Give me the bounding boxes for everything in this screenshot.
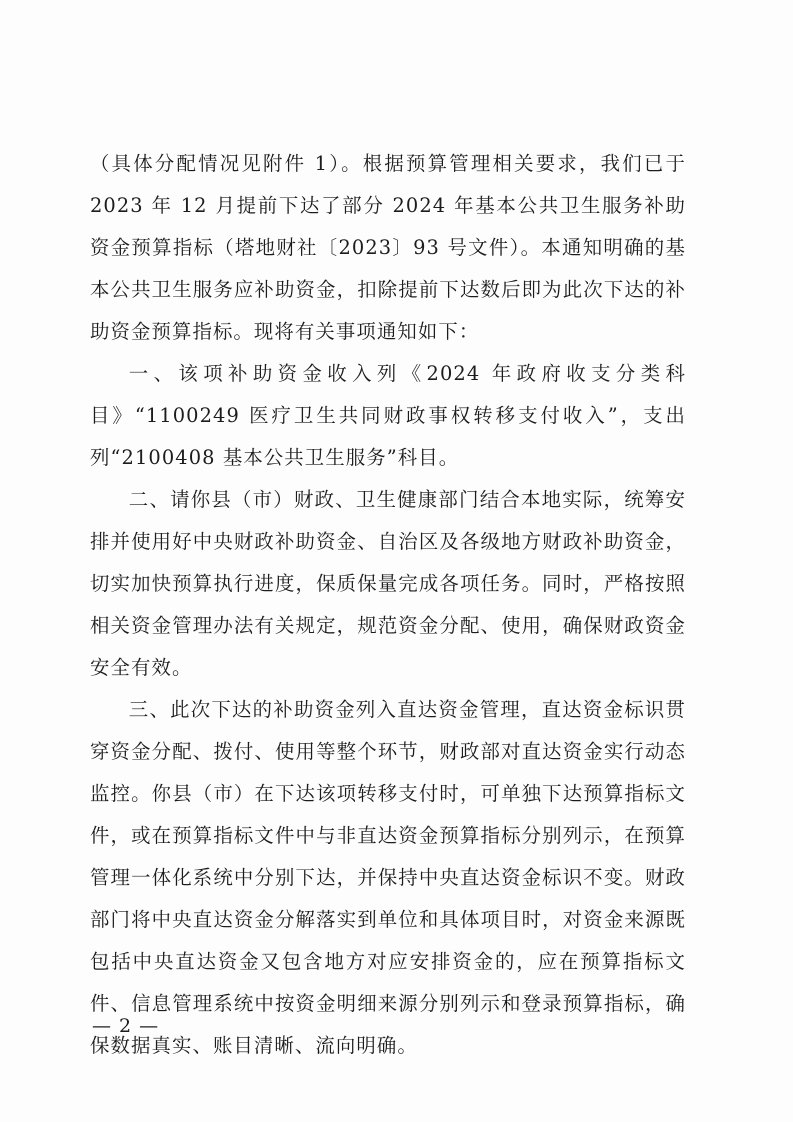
paragraph-item-one: 一、该项补助资金收入列《2024 年政府收支分类科目》“1100249 医疗卫生共同财政事权转移支付收入”，支出列“2100408 基本公共卫生服务”科目。 [90, 362, 686, 469]
paragraph-continuation: （具体分配情况见附件 1）。根据预算管理相关要求，我们已于 2023 年 12 月提前下达了部分 2024 年基本公共卫生服务补助资金预算指标（塔地财社〔2023〕93 号文件）。本通知明确的基本公共卫生服务应补助资金，扣除提前下达数后即为此次下达的补助资金预算指标。现将有关事项通知如下： [90, 152, 686, 343]
paragraph-item-three: 三、此次下达的补助资金列入直达资金管理，直达资金标识贯穿资金分配、拨付、使用等整个环节，财政部对直达资金实行动态监控。你县（市）在下达该项转移支付时，可单独下达预算指标文件，或在预算指标文件中与非直达资金预算指标分别列示，在预算管理一体化系统中分别下达，并保持中央直达资金标识不变。财政部门将中央直达资金分解落实到单位和具体项目时，对资金来源既包括中央直达资金又包含地方对应安排资金的，应在预算指标文件、信息管理系统中按资金明细来源分别列示和登录预算指标，确保数据真实、账目清晰、流向明确。 [90, 698, 686, 1057]
document-body [90, 143, 686, 1067]
page-number: — 2 — [92, 1015, 160, 1037]
paragraph-item-two: 二、请你县（市）财政、卫生健康部门结合本地实际，统筹安排并使用好中央财政补助资金、自治区及各级地方财政补助资金，切实加快预算执行进度，保质保量完成各项任务。同时，严格按照相关资金管理办法有关规定，规范资金分配、使用，确保财政资金安全有效。 [90, 488, 686, 679]
